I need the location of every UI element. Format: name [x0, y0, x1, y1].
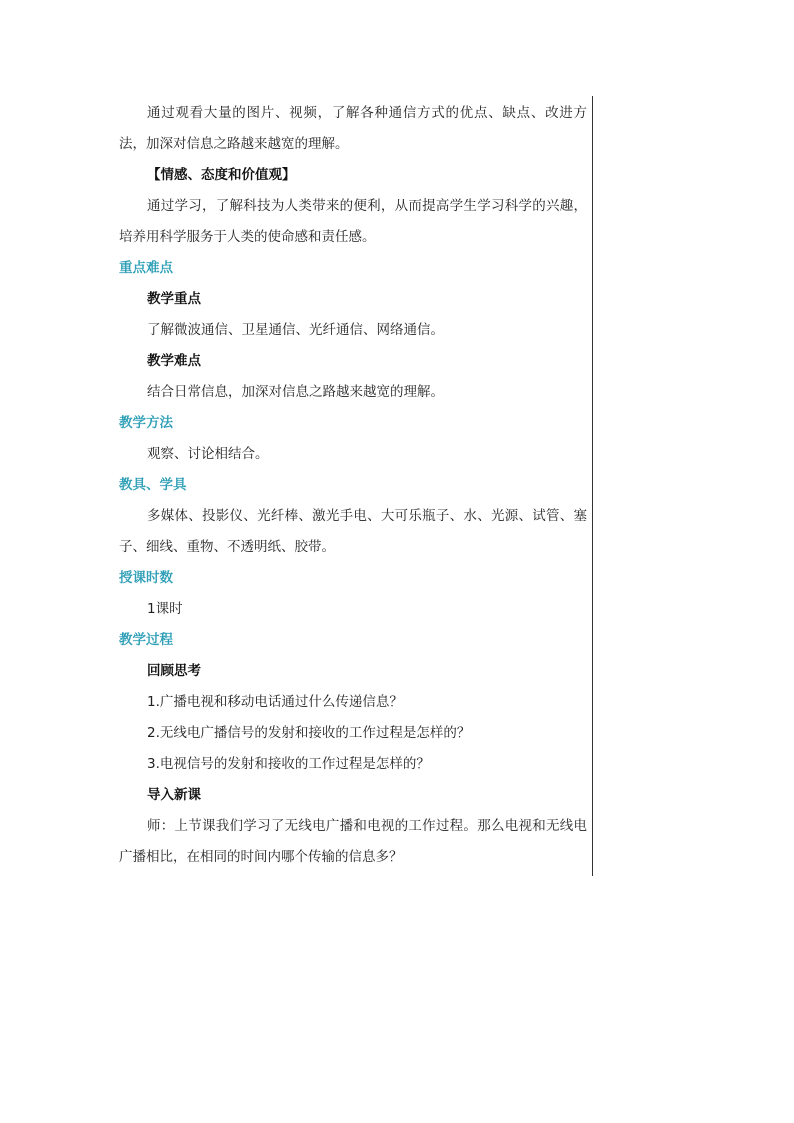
emotion-values-subheading: 【情感、态度和价值观】: [147, 167, 296, 183]
section-heading-hours: 授课时数: [119, 570, 173, 586]
teaching-focus-text: 了解微波通信、卫星通信、光纤通信、网络通信。: [147, 322, 444, 338]
teaching-tools-paragraph: 多媒体、投影仪、光纤棒、激光手电、大可乐瓶子、水、光源、试管、塞子、细线、重物、不透明纸、胶带。: [119, 508, 587, 555]
document-body: [119, 98, 587, 873]
section-heading-process: 教学过程: [119, 632, 173, 648]
intro-subheading: 导入新课: [147, 787, 201, 803]
teaching-method-text: 观察、讨论相结合。: [147, 446, 269, 462]
review-question-1: 1.广播电视和移动电话通过什么传递信息？: [147, 694, 403, 710]
review-question-3: 3.电视信号的发射和接收的工作过程是怎样的？: [147, 756, 430, 772]
review-subheading: 回顾思考: [147, 663, 201, 679]
section-heading-method: 教学方法: [119, 415, 173, 431]
section-heading-tools: 教具、学具: [119, 477, 187, 493]
teaching-focus-subheading: 教学重点: [147, 291, 201, 307]
section-heading-keypoints: 重点难点: [119, 260, 173, 276]
emotion-paragraph: 通过学习，了解科技为人类带来的便利，从而提高学生学习科学的兴趣，培养用科学服务于人类的使命感和责任感。: [119, 198, 587, 245]
table-border-line: [592, 96, 593, 876]
review-question-2: 2.无线电广播信号的发射和接收的工作过程是怎样的？: [147, 725, 471, 741]
objective-paragraph: 通过观看大量的图片、视频，了解各种通信方式的优点、缺点、改进方法，加深对信息之路越来越宽的理解。: [119, 105, 587, 152]
teaching-difficulty-subheading: 教学难点: [147, 353, 201, 369]
teaching-difficulty-text: 结合日常信息，加深对信息之路越来越宽的理解。: [147, 384, 444, 400]
intro-paragraph: 师：上节课我们学习了无线电广播和电视的工作过程。那么电视和无线电广播相比，在相同的时间内哪个传输的信息多？: [119, 818, 587, 865]
class-hours-text: 1课时: [147, 601, 183, 617]
